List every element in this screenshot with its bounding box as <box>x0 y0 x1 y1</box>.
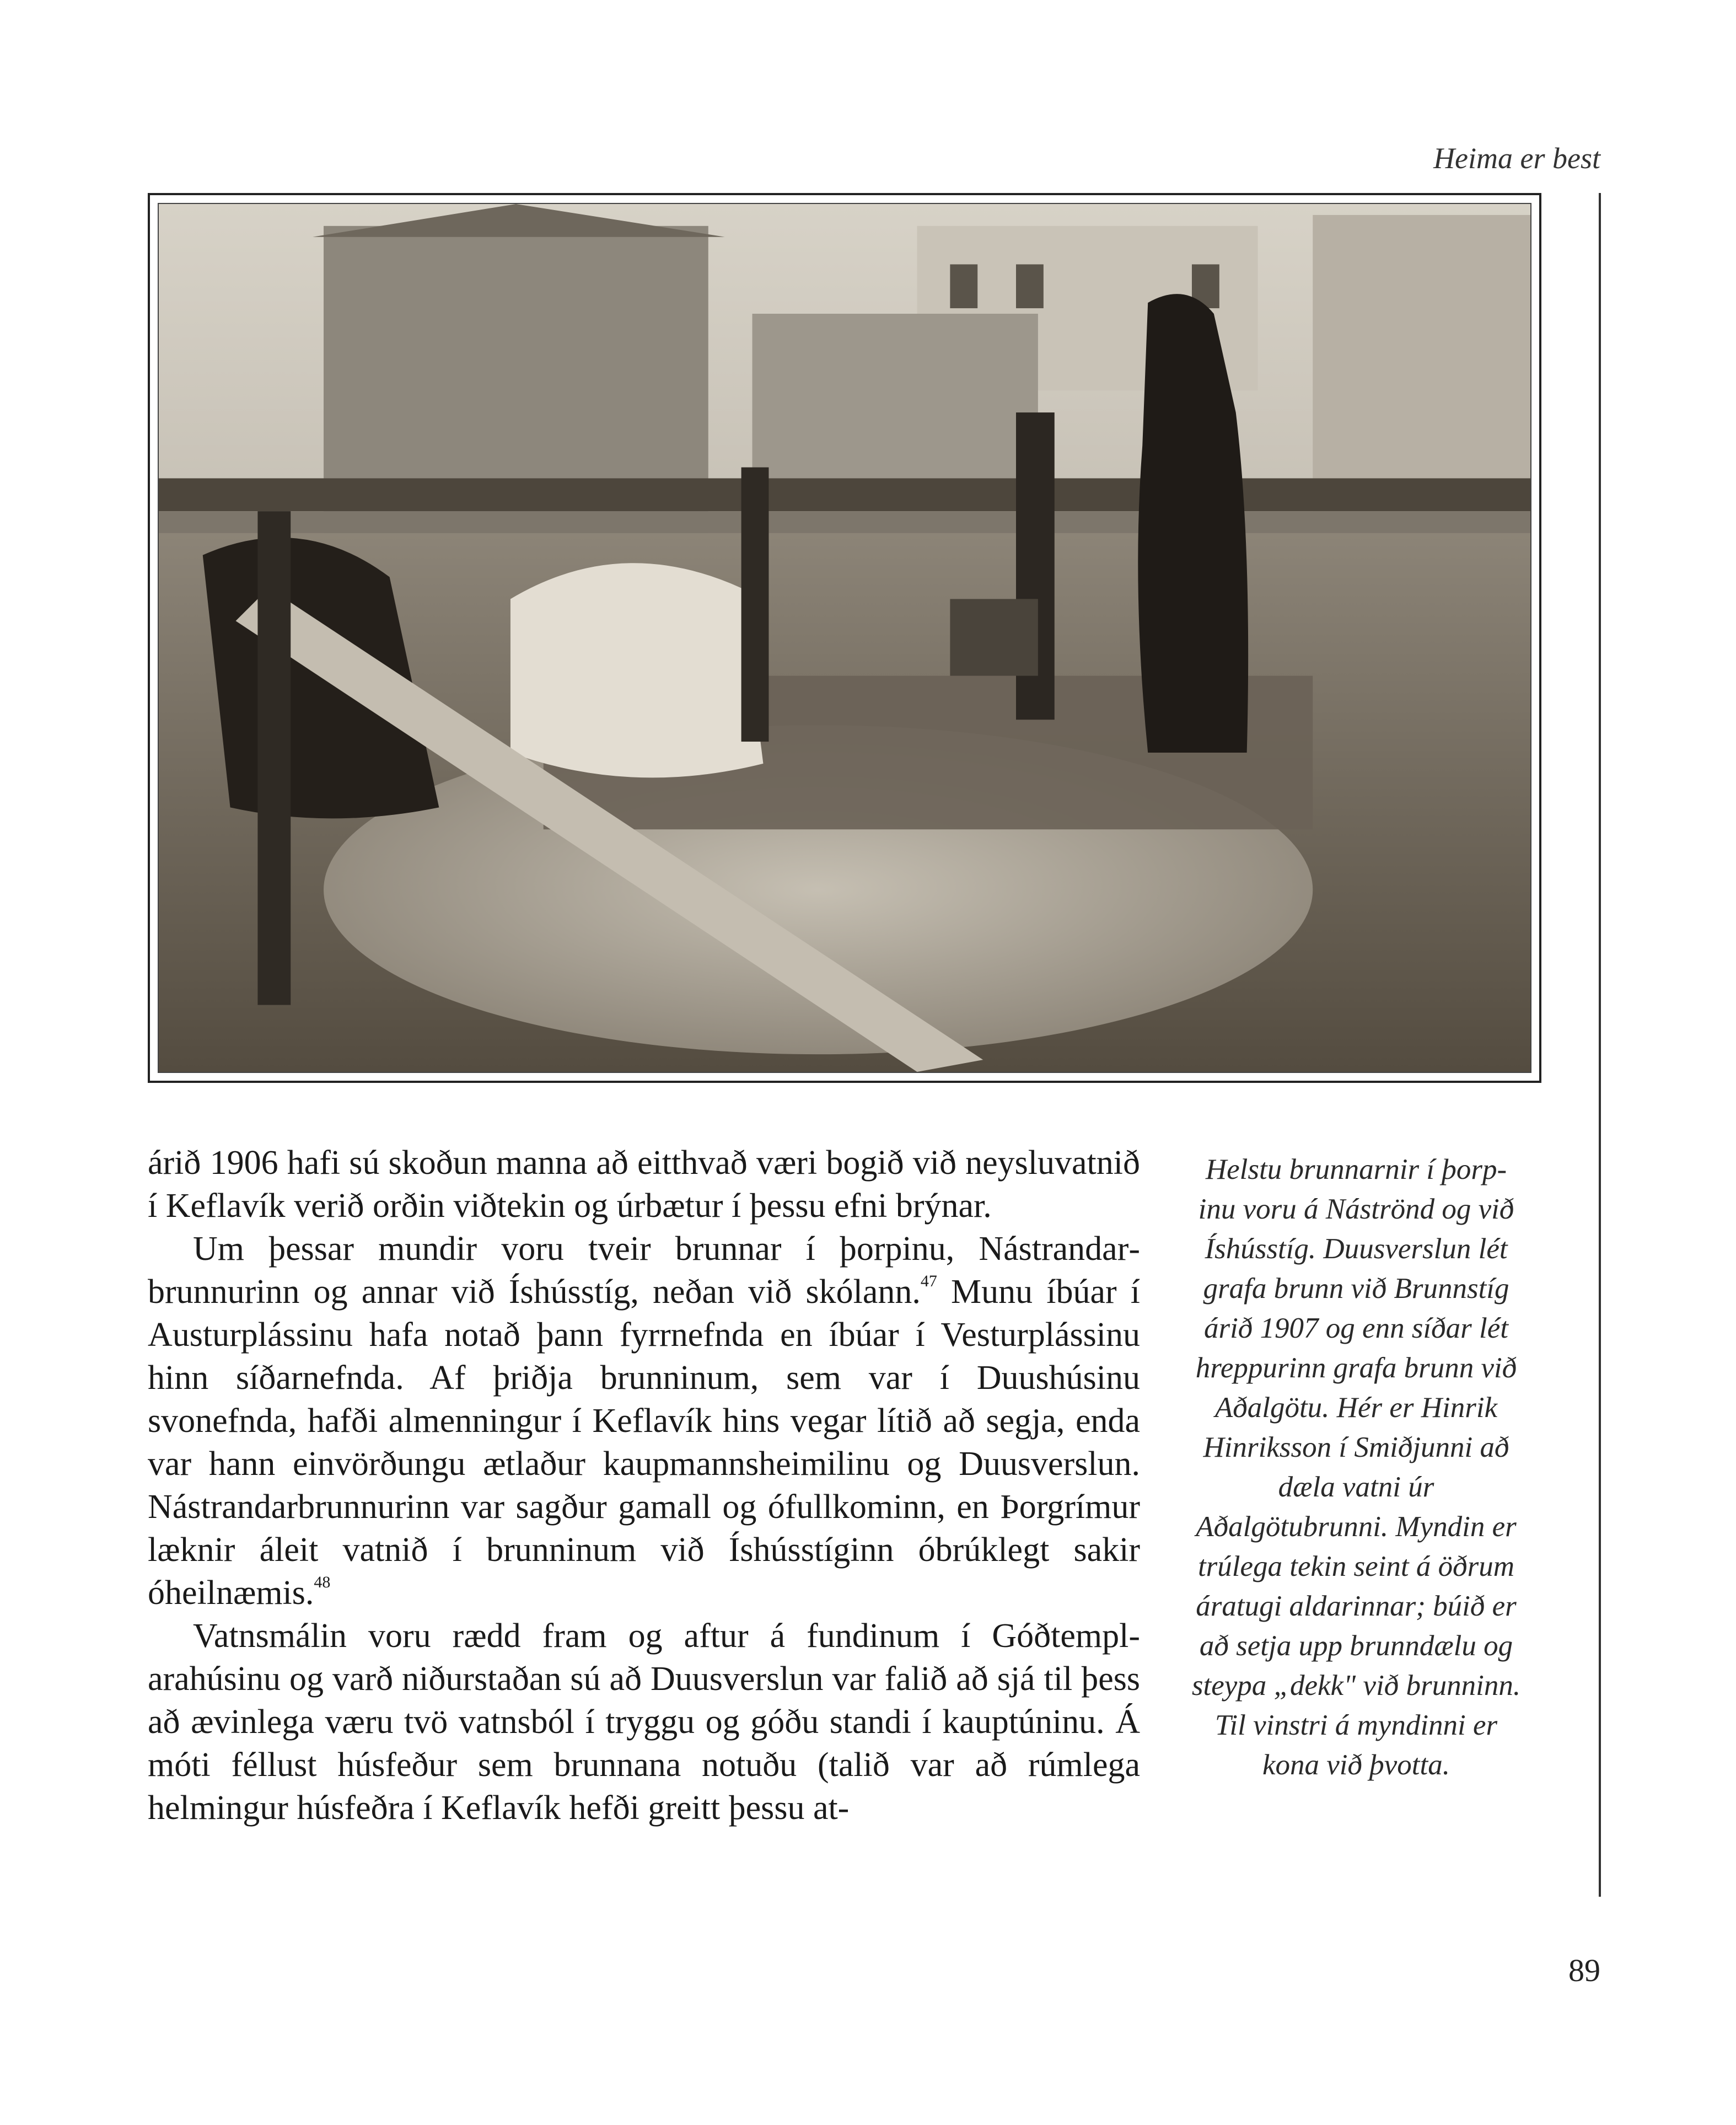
caption-line: dæla vatni úr <box>1278 1471 1434 1503</box>
footnote-ref-48[interactable]: 48 <box>314 1573 331 1591</box>
paragraph-2-part-2: Munu íbúar í Austurplássinu hafa notað þann fyrrnefnda en íbúar í Vesturplássinu hinn síðarnefnda. Af þriðja brunninum, sem var í Duushúsinu svonefnda, hafði almenningur í Keflavík hins vegar lítið að segja, enda var hann einvörðungu ætlaður kaupmannsheimilinu og Duusverslun. Nástrandarbrunnurinn var sagður gamall og ófullkominn, en Þorgrímur læknir áleit vatnið í brunninum við Íshússtíginn óbrúklegt sakir óheilnæmis. <box>148 1273 1140 1612</box>
caption-line: inu voru á Náströnd og við <box>1198 1193 1514 1225</box>
paragraph-2-part-1: Um þessar mundir voru tveir brunnar í þorpinu, Nástrandarbrunnurinn og annar við Íshússtíg, neðan við skólann. <box>148 1230 1140 1311</box>
caption-line: áratugi aldarinnar; búið er <box>1196 1590 1517 1622</box>
caption-line: Til vinstri á myndinni er <box>1214 1709 1498 1741</box>
photo-shed <box>753 314 1038 478</box>
paragraph-3: Vatnsmálin voru rædd fram og aftur á fundinum í Góðtemplarahúsinu og varð niðurstaðan sú að Duusverslun var falið að sjá til þess að ævinlega væru tvö vatnsból í tryggu og góðu standi í kauptúninu. Á móti féllust húsfeður sem brunnana notuðu (talið var að rúmlega helmingur húsfeðra í Keflavík hefði greitt þessu at- <box>148 1617 1140 1827</box>
photo-fence <box>159 478 1530 511</box>
caption-line: Hinriksson í Smiðjunni að <box>1203 1431 1509 1463</box>
page-number: 89 <box>1568 1952 1600 1988</box>
photo-frame <box>148 193 1541 1083</box>
paragraph-1: árið 1906 hafi sú skoðun manna að eitthvað væri bogið við neysluvatnið í Keflavík verið orðin viðtekin og úrbætur í þessu efni brýnar. <box>148 1144 1140 1225</box>
caption-line: hreppurinn grafa brunn við <box>1195 1352 1517 1384</box>
caption-line: steypa „dekk" við brunninn. <box>1191 1670 1521 1702</box>
photo-house-right <box>1313 215 1530 522</box>
photo-illustration <box>159 204 1530 1072</box>
caption-line: Aðalgötu. Hér er Hinrik <box>1214 1392 1498 1424</box>
caption-line: Aðalgötubrunni. Myndin er <box>1196 1511 1517 1543</box>
photo-caption <box>1163 1150 1549 1785</box>
body-text <box>148 1141 1140 1829</box>
caption-line: Helstu brunnarnir í þorp- <box>1205 1153 1507 1185</box>
margin-rule <box>1599 193 1601 1897</box>
historical-photo <box>158 203 1531 1073</box>
caption-line: trúlega tekin seint á öðrum <box>1197 1550 1515 1582</box>
caption-line: að setja upp brunndælu og <box>1199 1630 1513 1662</box>
paragraph-2 <box>148 1227 1140 1614</box>
photo-laundry <box>510 563 764 777</box>
running-head: Heima er best <box>1433 142 1600 175</box>
caption-line: grafa brunn við Brunnstíg <box>1203 1273 1509 1305</box>
footnote-ref-47[interactable]: 47 <box>920 1272 937 1290</box>
caption-line: árið 1907 og enn síðar lét <box>1203 1312 1509 1344</box>
caption-line: kona við þvotta. <box>1262 1749 1450 1781</box>
caption-line: Íshússtíg. Duusverslun lét <box>1205 1233 1508 1265</box>
